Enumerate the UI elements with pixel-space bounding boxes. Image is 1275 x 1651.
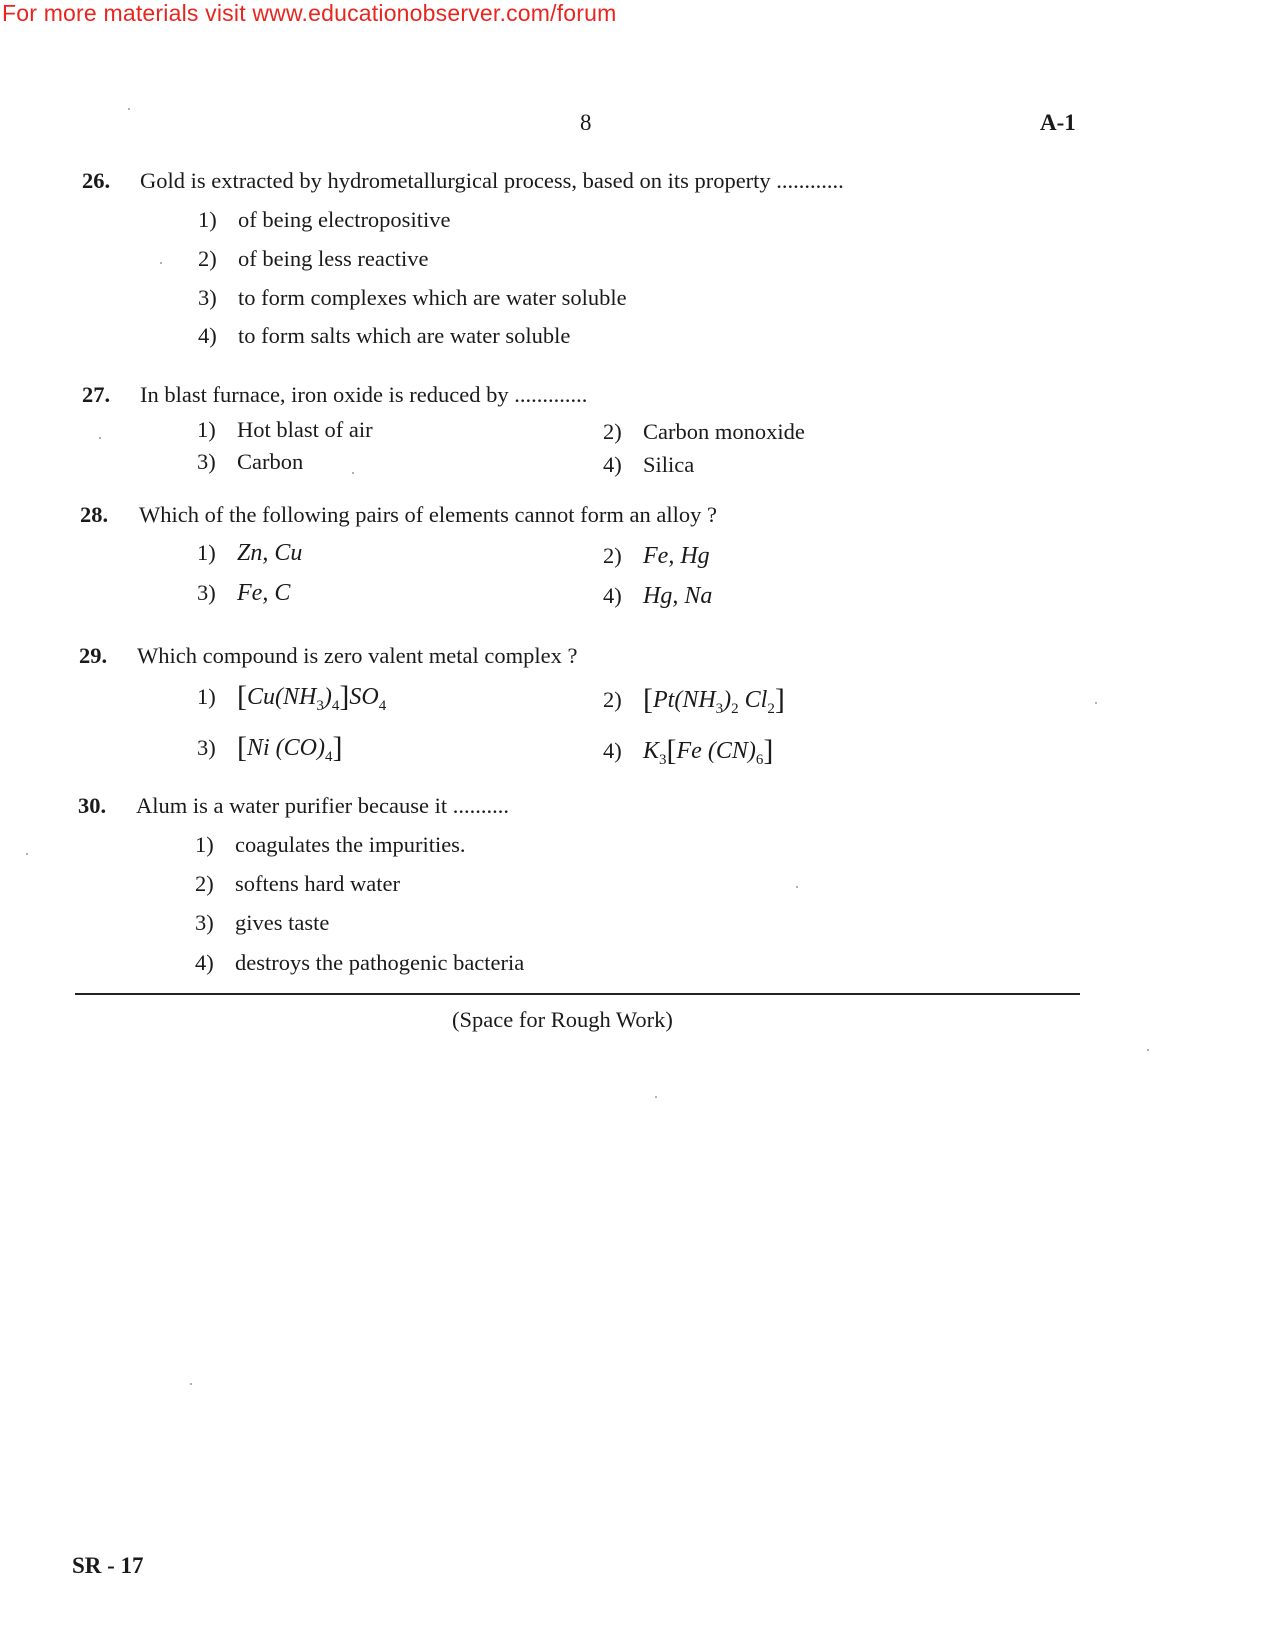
option: 3) gives taste <box>195 910 330 935</box>
scan-speck <box>655 1096 657 1098</box>
option: 4) Hg, Na <box>603 583 713 609</box>
scan-speck <box>128 108 130 110</box>
scan-speck <box>160 262 162 264</box>
question-text: Alum is a water purifier because it .......... <box>136 793 510 818</box>
option: 2) Carbon monoxide <box>603 419 805 444</box>
option: 4) Silica <box>603 452 695 477</box>
question-text: Gold is extracted by hydrometallurgical process, based on its property ............ <box>140 168 844 193</box>
question-number: 26. <box>82 168 111 193</box>
option: 3) Carbon <box>197 449 304 474</box>
question-number: 27. <box>82 382 111 407</box>
option: 3) [Ni $(CO)_4$] <box>197 731 343 765</box>
question-text: Which of the following pairs of elements cannot form an alloy ? <box>139 502 717 527</box>
scan-speck <box>26 853 28 855</box>
option: 1) Zn, Cu <box>197 540 303 566</box>
rough-work-label: (Space for Rough Work) <box>452 1007 673 1032</box>
option: 3) Fe, C <box>197 580 291 606</box>
option: 1) Hot blast of air <box>197 417 373 442</box>
scan-speck <box>1095 702 1097 704</box>
option: 3) to form complexes which are water soluble <box>198 285 627 310</box>
question-number: 29. <box>79 643 108 668</box>
option: 1) coagulates the impurities. <box>195 832 466 857</box>
option: 1) of being electropositive <box>198 207 451 232</box>
scan-speck <box>190 1383 192 1385</box>
scan-speck <box>1147 1049 1149 1051</box>
option: 4) destroys the pathogenic bacteria <box>195 950 525 975</box>
watermark-link: For more materials visit www.educationobserver.com/forum <box>2 0 617 26</box>
option: 4) to form salts which are water soluble <box>198 323 571 348</box>
option: 2) [$Pt(NH_3)_2$ $Cl_2$] <box>603 683 785 717</box>
footer-code: SR - 17 <box>72 1553 144 1578</box>
divider-line <box>75 993 1080 995</box>
scan-speck <box>99 437 101 439</box>
question-number: 30. <box>78 793 107 818</box>
question-text: In blast furnace, iron oxide is reduced by ............. <box>140 382 588 407</box>
scan-speck <box>352 472 354 474</box>
option: 2) softens hard water <box>195 871 400 896</box>
scan-speck <box>796 886 798 888</box>
option: 2) of being less reactive <box>198 246 429 271</box>
option: 4) $K_3[Fe$ $(CN)_6$] <box>603 734 774 768</box>
page-number: 8 <box>580 110 592 135</box>
question-text: Which compound is zero valent metal complex ? <box>137 643 578 668</box>
paper-code: A-1 <box>1040 110 1076 135</box>
question-number: 28. <box>80 502 109 527</box>
option: 2) Fe, Hg <box>603 543 710 569</box>
option: 1) $[Cu(NH_3)_4]SO_4$ <box>197 680 387 714</box>
